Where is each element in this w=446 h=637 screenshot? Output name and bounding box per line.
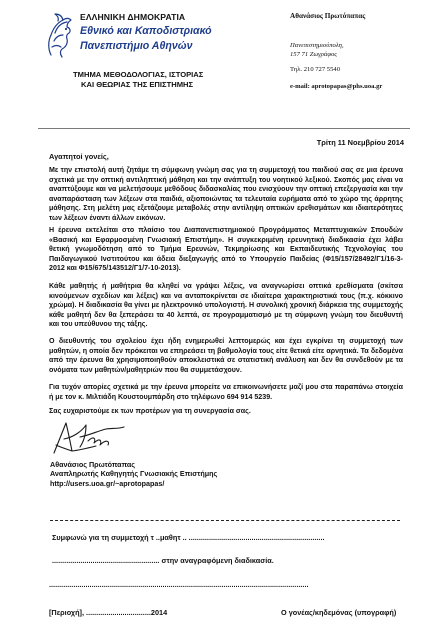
paragraph-school-consent: Ο διευθυντής του σχολείου έχει ήδη ενημερωθεί λεπτομερώς και έχει εγκρίνει τη συμμετοχή των μαθητών, η οποία δεν πρόκειται να επηρεάσει τη βαθμολογία τους είτε θετικά είτε αρνητικά. Τα δεδομένα από την έρευνα θα χρησιμοποιηθούν αποκλειστικά σε στατιστική ανάλυση και δεν θα συνδεθούν με τα ονόματα των μαθητών/μαθητριών που θα συμμετάσχουν.	[49, 337, 403, 374]
paragraph-purpose: Με την επιστολή αυτή ζητάμε τη σύμφωνη γνώμη σας για τη συμμετοχή του παιδιού σας σε μια έρευνα σχετικά με την οπτική αντιληπτική μάθηση και την ανάπτυξη του νοητικού λεξικού. Σκοπός μας είναι να αναπτύξουμε και να μελετήσουμε μεθόδους διδασκαλίας που ενισχύουν την οπτική επεξεργασία και την αναπαράσταση των λέξεων στα παιδιά, αξιοποιώντας τα τελευταία ευρήματα από το χώρο της άρρητης μάθησης. Στη μελέτη μας εξετάζουμε μεταβολές στην αντίληψη οπτικών ερεθισμάτων και ιδιαιτερότητες των λέξεων έναντι άλλων εικόνων.	[49, 166, 403, 222]
university-logo	[42, 11, 76, 59]
sender-contact-block	[290, 12, 440, 90]
header-divider	[38, 128, 410, 129]
letter-date: Τρίτη 11 Νοεμβρίου 2014	[316, 138, 404, 147]
paragraph-approval: Η έρευνα εκτελείται στο πλαίσιο του Διαπανεπιστημιακού Προγράμματος Μεταπτυχιακών Σπουδών «Βασική και Εφαρμοσμένη Γνωσιακή Επιστήμη». Η συγκεκριμένη ερευνητική διαδικασία έχει λάβει θετική γνωμοδότηση από το Τμήμα Ερευνών, Τεκμηρίωσης και Εκπαιδευτικής Τεχνολογίας του Παιδαγωγικού Ινστιτούτου και άδεια διεξαγωγής από το Υπουργείο Παιδείας (Φ15/157/28492/Γ1/16-3-2012 και Φ15/675/143512/Γ1/7-10-2013).	[49, 226, 403, 273]
university-name-line1: Εθνικό και Καποδιστριακό	[80, 25, 212, 37]
consent-blank-line: ................................................................................................................................	[49, 580, 309, 589]
consent-line2: ..................................................... στην αναγραφόμενη διαδικασία.	[52, 556, 274, 565]
address-line1: Πανεπιστημιούπολη,	[290, 42, 344, 49]
email-address: e-mail: aprotopapas@phs.uoa.gr	[290, 83, 383, 90]
phone-number: Τηλ. 210 727 5540	[290, 66, 340, 73]
institution-block	[80, 12, 265, 52]
address-line2: 157 71 Ζωγράφος	[290, 51, 337, 58]
paragraph-thanks: Σας ευχαριστούμε εκ των προτέρων για τη συνεργασία σας.	[49, 407, 251, 415]
department-line1: ΤΜΗΜΑ ΜΕΘΟΔΟΛΟΓΙΑΣ, ΙΣΤΟΡΙΑΣ	[73, 70, 204, 79]
university-name-line2: Πανεπιστήμιο Αθηνών	[80, 40, 193, 52]
signatory-name: Αθανάσιος Πρωτόπαπας	[50, 460, 136, 469]
handwritten-signature	[50, 417, 128, 457]
tear-off-line	[50, 520, 400, 521]
consent-sign-row	[49, 608, 403, 617]
republic-heading: ΕΛΛΗΝΙΚΗ ΔΗΜΟΚΡΑΤΙΑ	[80, 12, 186, 22]
signatory-block	[50, 460, 217, 488]
department-name	[73, 70, 273, 90]
paragraph-procedure: Κάθε μαθητής ή μαθήτρια θα κληθεί να γράψει λέξεις, να αναγνωρίσει οπτικά ερεθίσματα (σκίτσα κινούμενων σχεδίων και λέξεις) και να ανταποκρίνεται σε ιδιαίτερα χαρακτηριστικά τους (π.χ. κόκκινο χρώμα). Η διαδικασία θα γίνει με ηλεκτρονικό υπολογιστή. Η συνολική χρονική διάρκεια της συμμετοχής κάθε μαθητή δεν θα ξεπεράσει τα 40 λεπτά, σε προγραμματισμό με τη σύμφωνη γνώμη του διευθυντή και του υπεύθυνου της τάξης.	[49, 282, 403, 329]
signatory-url: http://users.uoa.gr/~aprotopapas/	[50, 478, 165, 488]
signatory-title: Αναπληρωτής Καθηγητής Γνωσιακής Επιστήμης	[50, 469, 218, 479]
parent-signature-label: Ο γονέας/κηδεμόνας (υπογραφή)	[281, 608, 397, 617]
place-date-field: [Περιοχή], ................................2014	[49, 608, 168, 617]
consent-line1: Συμφωνώ για τη συμμετοχή τ ..μαθητ .. ...................................................................	[52, 533, 325, 542]
greeting: Αγαπητοί γονείς,	[49, 152, 109, 161]
sender-name: Αθανάσιος Πρωτόπαπας	[290, 12, 366, 20]
paragraph-contact: Για τυχόν απορίες σχετικά με την έρευνα μπορείτε να επικοινωνήσετε μαζί μου στα παραπάνω στοιχεία ή με τον κ. Μιλτιάδη Κουστουμπάρδη στο τηλέφωνο 694 914 5239.	[49, 383, 403, 401]
department-line2: ΚΑΙ ΘΕΩΡΙΑΣ ΤΗΣ ΕΠΙΣΤΗΜΗΣ	[81, 80, 194, 89]
